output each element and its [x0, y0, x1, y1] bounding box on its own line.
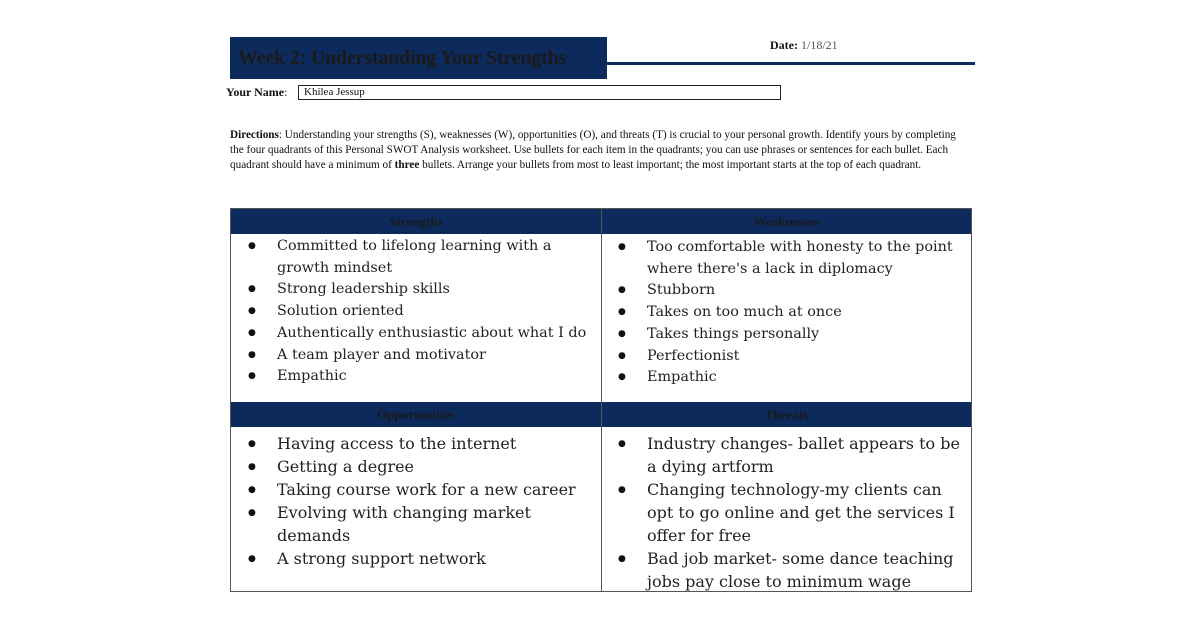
list-item: ● Empathic	[233, 366, 595, 388]
list-item: ● A team player and motivator	[233, 345, 595, 367]
directions-label: Directions	[230, 129, 279, 141]
list-item: ● Evolving with changing market demands	[233, 501, 595, 547]
list-item: ● Strong leadership skills	[233, 279, 595, 301]
directions-text-2: bullets. Arrange your bullets from most to least important; the most important starts at the top of each quadrant.	[419, 159, 922, 171]
date	[770, 38, 838, 53]
list-item: ● Authentically enthusiastic about what I do	[233, 323, 595, 345]
list-item: ● Perfectionist	[603, 346, 965, 368]
date-label: Date:	[770, 38, 798, 52]
strengths-heading: Strengths	[231, 209, 601, 234]
strengths-list	[233, 236, 595, 388]
directions-text-1: : Understanding your strengths (S), weaknesses (W), opportunities (O), and threats (T) is crucial to your personal growth. Identify yours by completing the four quadrants of this Personal SWOT Analysis worksheet. Use bullets for each item in the quadrants; you can use phrases or sentences for each bullet. Each quadrant should have a minimum of	[230, 129, 956, 171]
list-item: ● Empathic	[603, 367, 965, 389]
swot-table	[230, 208, 972, 592]
list-item: ● Takes on too much at once	[603, 302, 965, 324]
list-item: ● Having access to the internet	[233, 432, 595, 455]
list-item: ● Takes things personally	[603, 324, 965, 346]
opportunities-list	[233, 432, 595, 570]
list-item: ● Taking course work for a new career	[233, 478, 595, 501]
list-item: ● A strong support network	[233, 547, 595, 570]
name-label: Your Name:	[226, 85, 288, 99]
list-item: ● Changing technology-my clients can opt to go online and get the services I offer for free	[603, 478, 971, 547]
weaknesses-list	[603, 237, 965, 389]
date-value: 1/18/21	[800, 38, 838, 52]
list-item: ● Solution oriented	[233, 301, 595, 323]
list-item: ● Committed to lifelong learning with a growth mindset	[233, 236, 595, 279]
list-item: ● Bad job market- some dance teaching jobs pay close to minimum wage	[603, 547, 971, 593]
list-item: ● Industry changes- ballet appears to be a dying artform	[603, 432, 971, 478]
list-item: ● Getting a degree	[233, 455, 595, 478]
list-item: ● Too comfortable with honesty to the point where there's a lack in diplomacy	[603, 237, 965, 280]
page-title: Week 2: Understanding Your Strengths	[238, 47, 567, 69]
list-item: ● Stubborn	[603, 280, 965, 302]
opportunities-heading: Opportunities	[231, 402, 601, 427]
directions-emphasis: three	[394, 159, 420, 171]
column-divider	[601, 209, 602, 591]
weaknesses-heading: Weaknesses	[602, 209, 971, 234]
name-field[interactable]	[298, 85, 781, 100]
directions	[230, 128, 970, 173]
threats-heading: Threats	[602, 402, 971, 427]
threats-list	[603, 432, 971, 593]
title-rule	[607, 62, 975, 65]
name-label-text: Your Name	[226, 85, 285, 99]
